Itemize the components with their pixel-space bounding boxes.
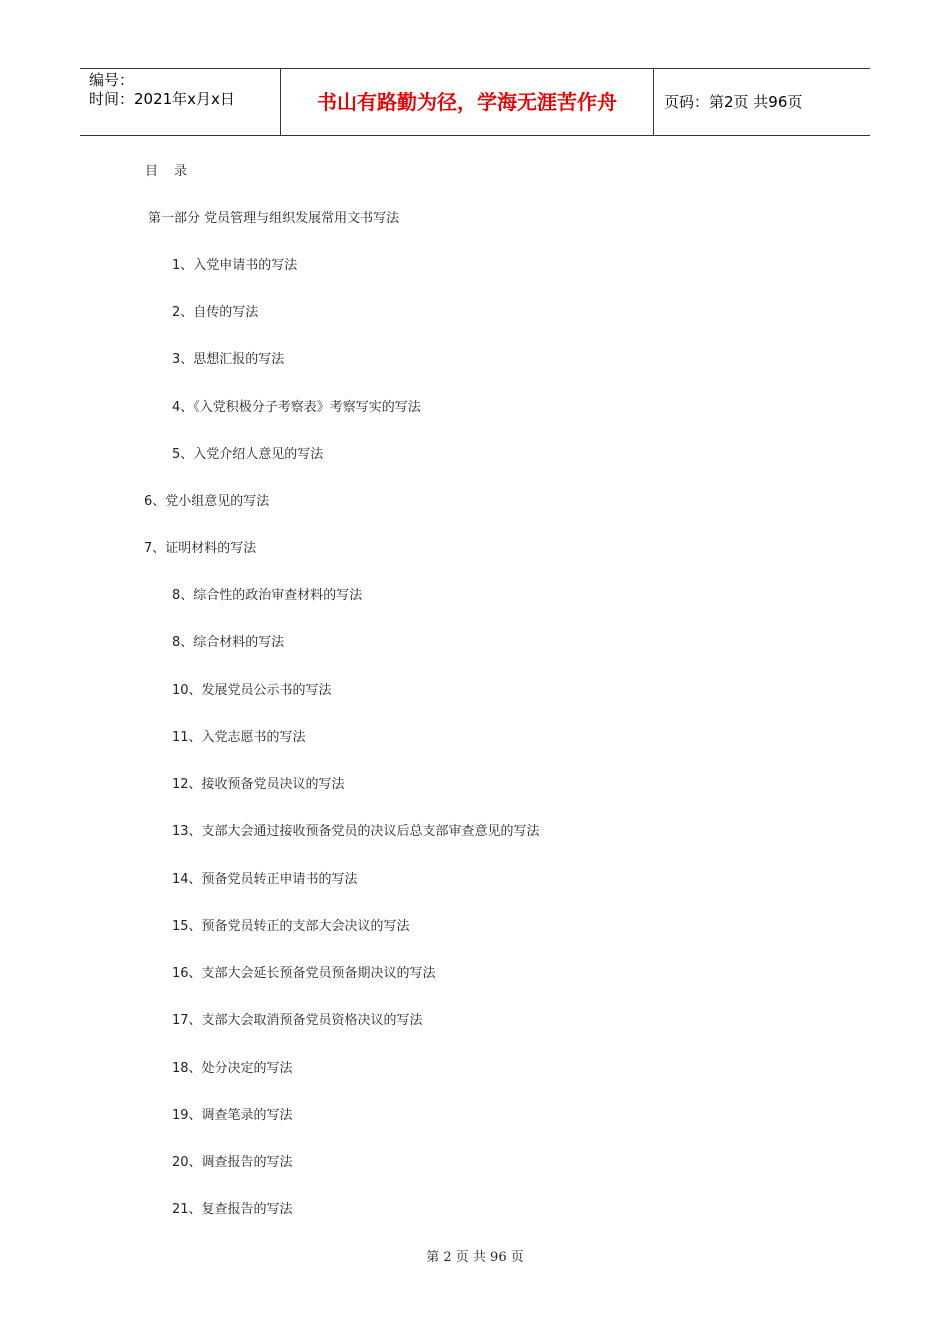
toc-item[interactable]: 14、预备党员转正申请书的写法 <box>172 872 358 887</box>
toc-item[interactable]: 3、思想汇报的写法 <box>172 352 285 367</box>
toc-item[interactable]: 19、调查笔录的写法 <box>172 1108 293 1123</box>
header-page-info: 页码：第2页 共96页 <box>664 93 803 111</box>
toc-item[interactable]: 8、综合性的政治审查材料的写法 <box>172 588 363 603</box>
toc-item[interactable]: 8、综合材料的写法 <box>172 635 285 650</box>
toc-item[interactable]: 10、发展党员公示书的写法 <box>172 683 332 698</box>
toc-item[interactable]: 18、处分决定的写法 <box>172 1061 293 1076</box>
toc-item[interactable]: 7、证明材料的写法 <box>144 541 257 556</box>
toc-item[interactable]: 4、《入党积极分子考察表》考察写实的写法 <box>172 400 421 415</box>
header-meta-cell <box>80 69 281 135</box>
toc-item[interactable]: 21、复查报告的写法 <box>172 1202 293 1217</box>
toc-item[interactable]: 6、党小组意见的写法 <box>144 494 270 509</box>
toc-item[interactable]: 11、入党志愿书的写法 <box>172 730 306 745</box>
toc-item[interactable]: 12、接收预备党员决议的写法 <box>172 777 345 792</box>
toc-item[interactable]: 20、调查报告的写法 <box>172 1155 293 1170</box>
toc-item[interactable]: 5、入党介绍人意见的写法 <box>172 447 324 462</box>
page-footer: 第 2 页 共 96 页 <box>426 1250 524 1265</box>
page-header <box>80 68 870 136</box>
toc-item[interactable]: 1、入党申请书的写法 <box>172 258 298 273</box>
toc-item[interactable]: 16、支部大会延长预备党员预备期决议的写法 <box>172 966 436 981</box>
toc-item[interactable]: 17、支部大会取消预备党员资格决议的写法 <box>172 1013 423 1028</box>
toc-item[interactable]: 13、支部大会通过接收预备党员的决议后总支部审查意见的写法 <box>172 824 540 839</box>
toc-section-title: 第一部分 党员管理与组织发展常用文书写法 <box>148 211 400 226</box>
toc-item[interactable]: 15、预备党员转正的支部大会决议的写法 <box>172 919 410 934</box>
toc-title: 目 录 <box>145 164 194 179</box>
header-motto: 书山有路勤为径，学海无涯苦作舟 <box>281 69 654 135</box>
toc-item[interactable]: 2、自传的写法 <box>172 305 259 320</box>
time-label: 时间：2021年x月x日 <box>89 90 235 108</box>
number-label: 编号： <box>89 71 135 89</box>
